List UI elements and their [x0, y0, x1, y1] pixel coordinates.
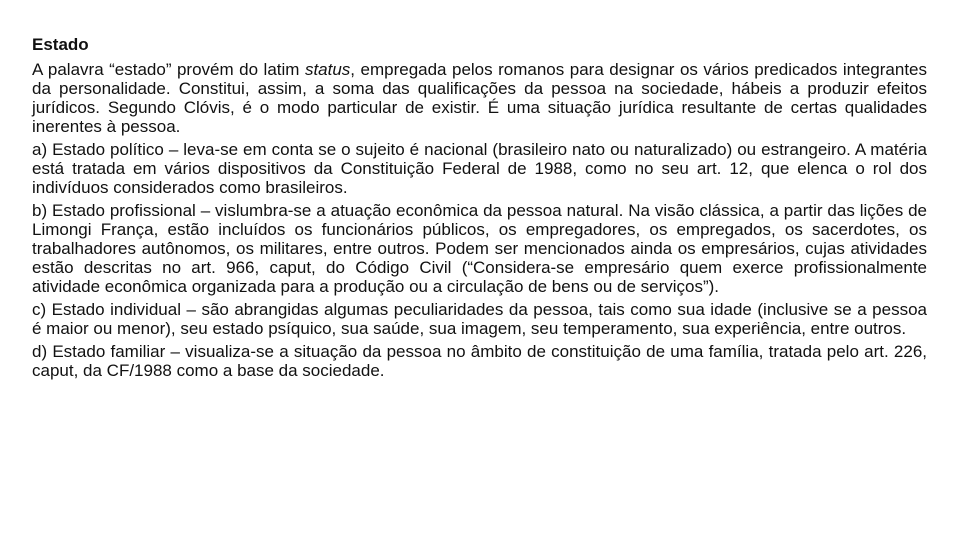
intro-text-end: , empregada pelos romanos para designar os vários predicados integrantes da personalidade. Constitui, assim, a soma das qualificações da pessoa na sociedade, hábeis a produzir efeitos jurídicos. Segundo Clóvis, é o modo particular de existir. É uma situação jurídica resultante de certas qualidades inerentes à pessoa. [32, 60, 927, 136]
item-professional-state: b) Estado profissional – vislumbra-se a atuação econômica da pessoa natural. Na visão clássica, a partir das lições de Limongi França, estão incluídos os funcionários públicos, os empregadores, os empregados, os sacerdotes, os trabalhadores autônomos, os militares, entre outros. Podem ser mencionados ainda os empresários, cujas atividades estão descritas no art. 966, caput, do Código Civil (“Considera-se empresário quem exerce profissionalmente atividade econômica organizada para a produção ou a circulação de bens ou de serviços”). [32, 201, 927, 296]
slide-title: Estado [32, 35, 89, 54]
intro-paragraph [32, 60, 927, 136]
intro-text-start: A palavra “estado” provém do latim [32, 60, 305, 79]
intro-italic-term: status [304, 60, 351, 79]
item-individual-state: c) Estado individual – são abrangidas algumas peculiaridades da pessoa, tais como sua idade (inclusive se a pessoa é maior ou menor), seu estado psíquico, sua saúde, sua imagem, seu temperamento, sua experiência, entre outros. [32, 300, 927, 338]
item-political-state: a) Estado político – leva-se em conta se o sujeito é nacional (brasileiro nato ou naturalizado) ou estrangeiro. A matéria está tratada em vários dispositivos da Constituição Federal de 1988, como no seu art. 12, que elenca o rol dos indivíduos considerados como brasileiros. [32, 140, 927, 197]
item-family-state: d) Estado familiar – visualiza-se a situação da pessoa no âmbito de constituição de uma família, tratada pelo art. 226, caput, da CF/1988 como a base da sociedade. [32, 342, 927, 380]
slide-content [32, 34, 927, 384]
